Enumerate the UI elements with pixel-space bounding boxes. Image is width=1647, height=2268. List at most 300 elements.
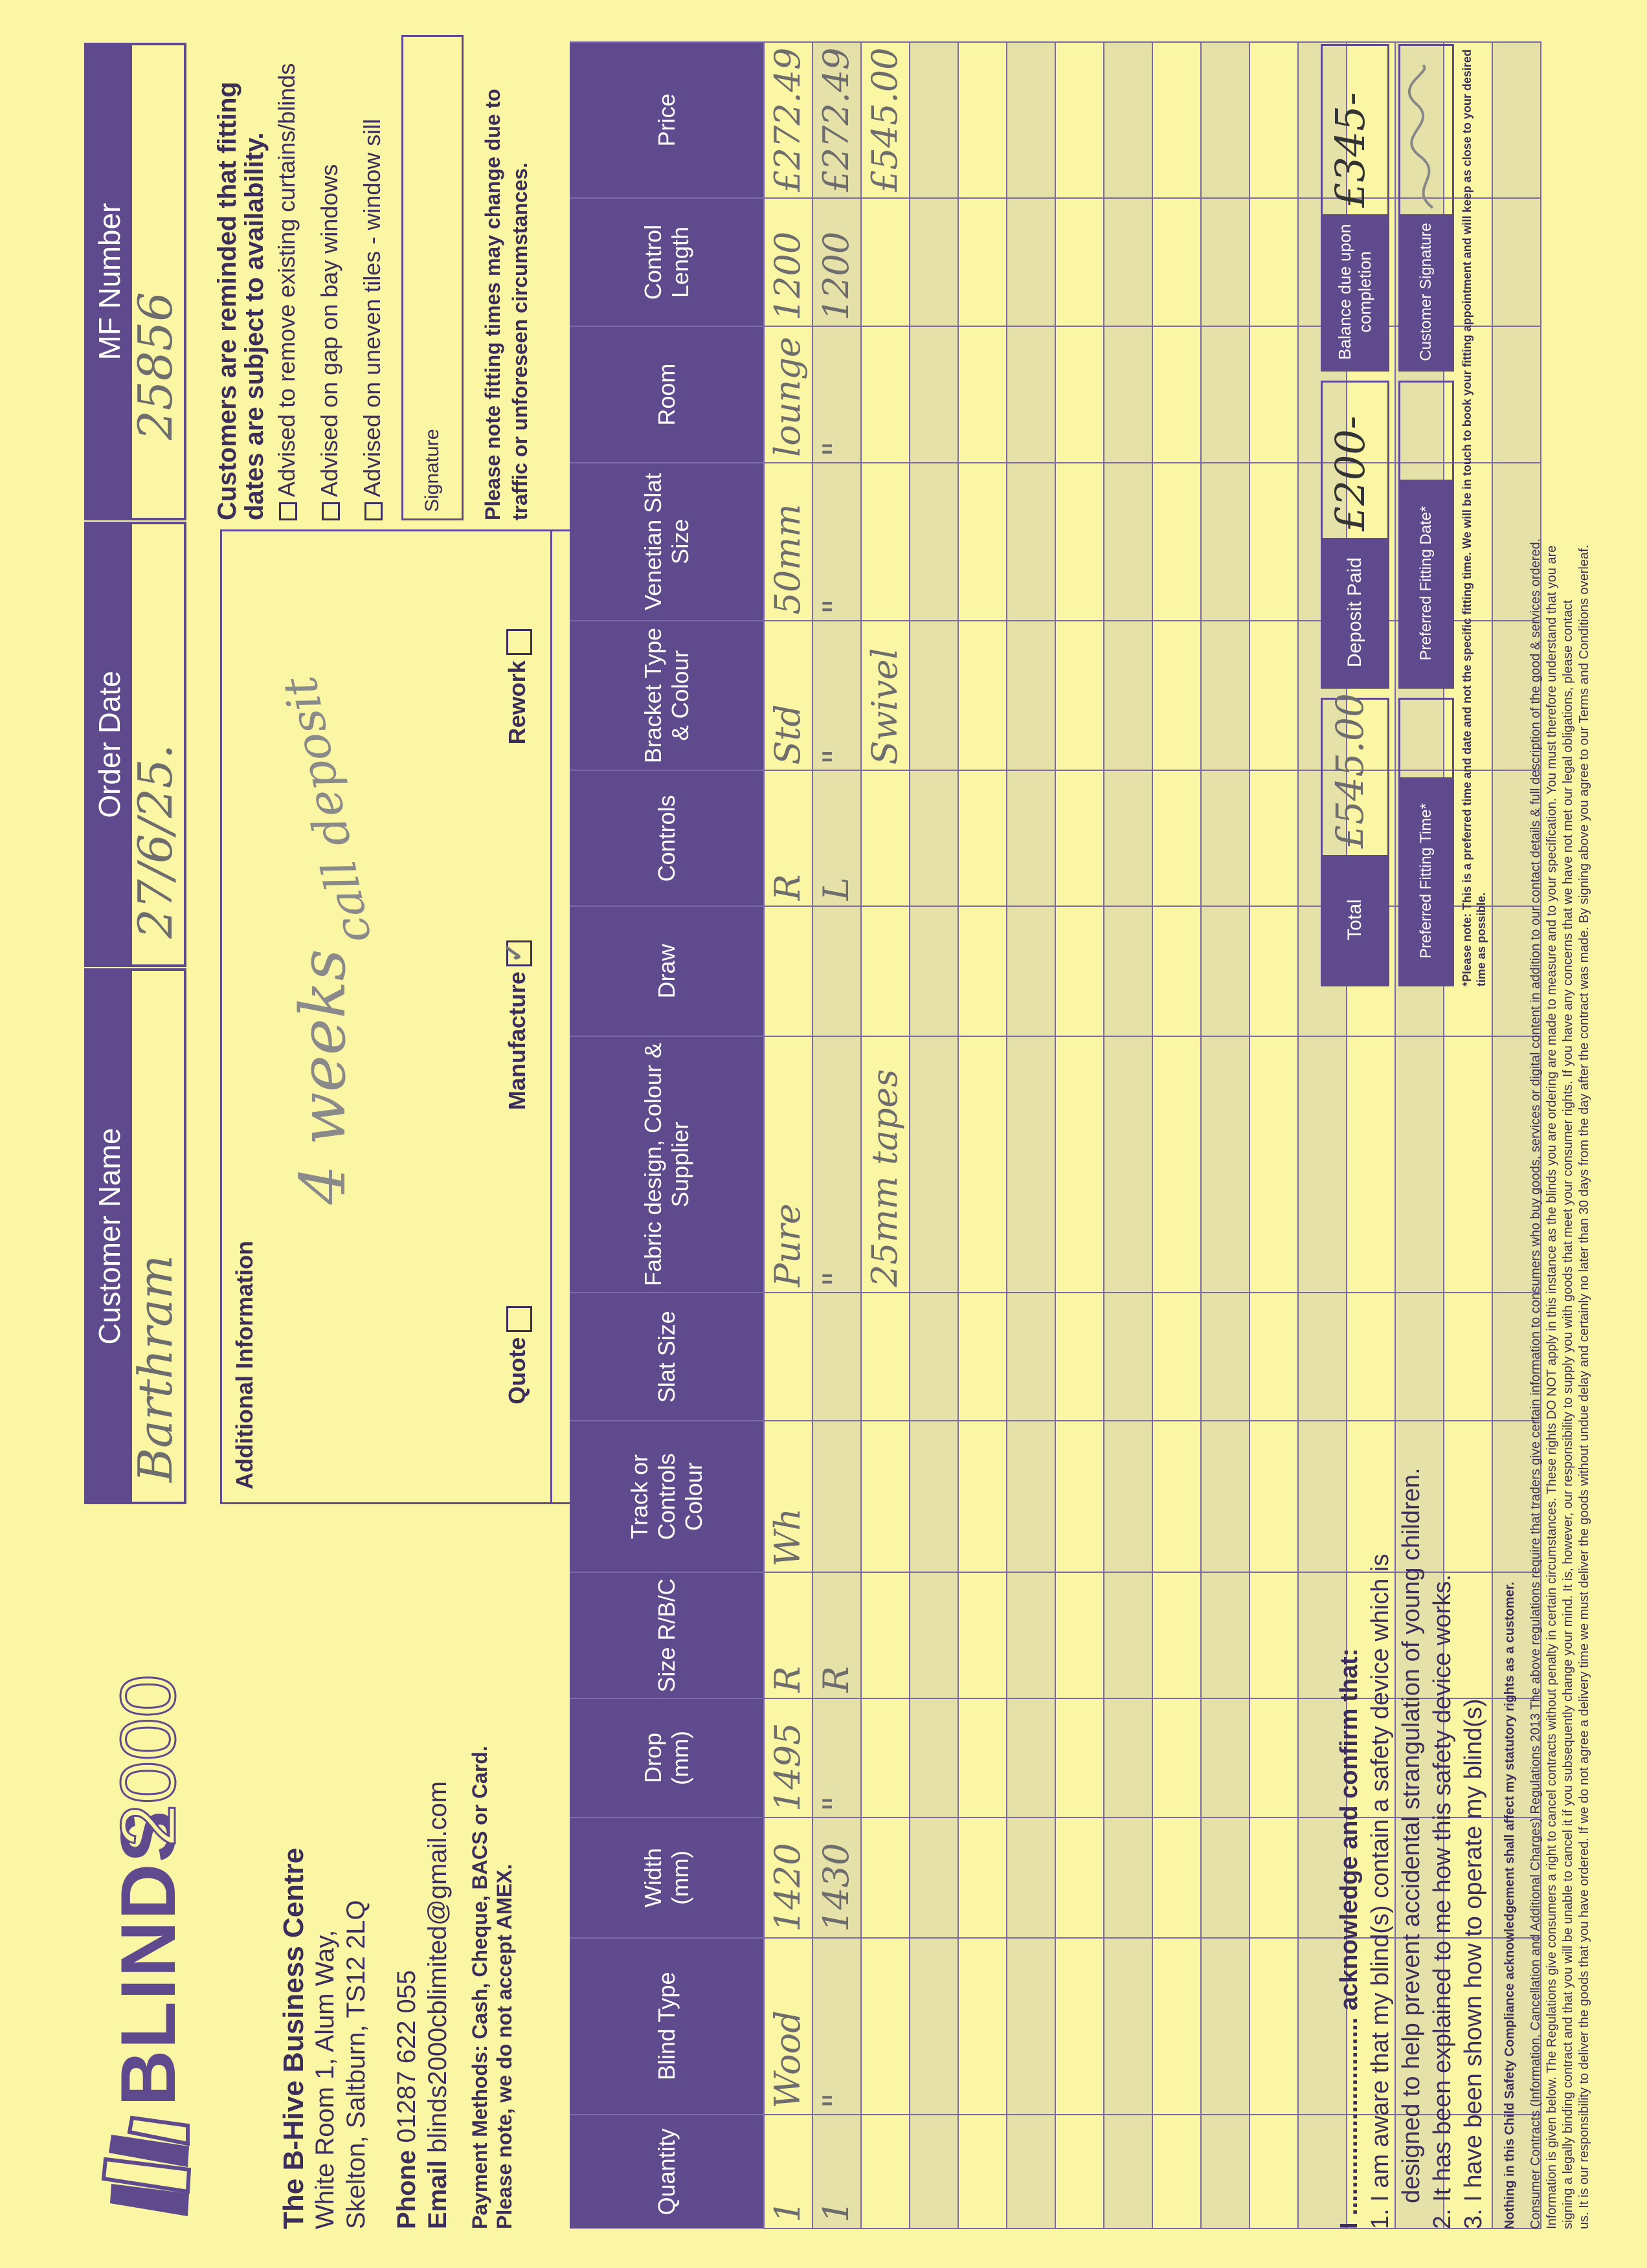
table-cell[interactable] [1055,463,1104,620]
customer-signature-label: Customer Signature [1400,214,1452,370]
table-cell[interactable] [1007,1818,1055,1938]
table-cell[interactable] [1249,42,1298,198]
table-cell[interactable] [764,1818,812,1938]
table-row [812,42,861,2229]
table-cell-value: R [816,1666,857,1693]
manufacture-checkbox[interactable] [499,940,532,966]
email-label: Email [423,2160,452,2229]
table-cell[interactable] [1055,1421,1104,1572]
customer-signature-box [1398,44,1454,372]
table-cell[interactable] [1055,1818,1104,1938]
table-cell[interactable] [861,2115,910,2229]
table-cell[interactable] [1152,1293,1201,1421]
table-cell[interactable] [1104,463,1152,620]
table-cell[interactable] [910,463,958,620]
table-cell[interactable] [861,1293,910,1421]
table-cell[interactable] [958,1421,1007,1572]
table-cell[interactable] [812,1036,861,1293]
manufacture-option[interactable] [499,940,532,1111]
table-cell-value: 50mm [767,504,808,615]
balance-label: Balance due upon completion [1323,214,1387,370]
table-cell[interactable] [1007,770,1055,906]
table-cell[interactable] [910,198,958,326]
table-cell[interactable] [1104,1293,1152,1421]
table-cell[interactable] [1201,906,1249,1036]
table-cell[interactable] [1104,198,1152,326]
table-cell[interactable] [1201,463,1249,620]
reminder-item-1[interactable]: Advised to remove existing curtains/blinds [273,35,300,520]
table-cell[interactable] [1104,326,1152,463]
reminder-checkbox-1[interactable] [279,502,297,520]
table-cell[interactable] [1104,906,1152,1036]
consumer-line-3: signing a legally binding contract and that you will be unable to cancel it if you subsequently change your mind. It is, however, our responsibility to supply you with goods that meet your consumer rights. If you have any concerns that we have not met our legal obligations, please contact [1561,599,1575,2229]
table-cell-value: R [767,874,808,901]
ack-line-1b: designed to help prevent accidental strangulation of young children. [1398,1467,1425,2203]
table-cell-value: Wh [767,1508,808,1567]
table-cell[interactable] [1201,42,1249,198]
table-row [1249,42,1298,2229]
table-cell[interactable] [1007,1293,1055,1421]
table-cell[interactable] [861,621,910,771]
table-cell-value: £272.49 [767,47,808,192]
table-cell[interactable] [910,906,958,1036]
fitting-reminder [214,35,533,520]
company-email-line [422,1517,453,2229]
table-cell[interactable] [1104,1818,1152,1938]
company-email: blinds2000cblimited@gmail.com [423,1781,452,2153]
table-cell[interactable] [812,326,861,463]
table-cell[interactable] [1007,2115,1055,2229]
table-cell[interactable] [1152,42,1201,198]
table-cell[interactable] [1152,1938,1201,2115]
table-cell[interactable] [1055,2115,1104,2229]
table-cell[interactable] [812,1818,861,1938]
pref-time-value[interactable] [1400,700,1452,777]
table-cell[interactable] [1055,1293,1104,1421]
column-header: Track or Controls Colour [570,1421,764,1572]
table-cell[interactable] [764,621,812,771]
table-cell[interactable] [1104,42,1152,198]
table-cell[interactable] [812,1572,861,1698]
table-cell[interactable] [1007,621,1055,771]
table-cell[interactable] [812,1698,861,1818]
table-cell[interactable] [1152,2115,1201,2229]
company-name: The B-Hive Business Centre [278,1847,309,2229]
table-cell[interactable] [1152,1421,1201,1572]
table-cell[interactable] [812,621,861,771]
table-cell[interactable] [958,1036,1007,1293]
reminder-title-2: dates are subject to availability. [240,132,269,520]
table-cell[interactable] [1007,42,1055,198]
table-row [910,42,958,2229]
table-cell[interactable] [1152,198,1201,326]
table-cell[interactable] [1249,770,1298,906]
table-cell-value: L [816,877,857,901]
table-cell[interactable] [1201,326,1249,463]
table-cell[interactable] [861,906,910,1036]
deposit-value[interactable]: £200- [1327,416,1374,531]
table-cell[interactable] [1249,1698,1298,1818]
table-cell[interactable] [910,770,958,906]
table-cell[interactable] [1104,1938,1152,2115]
table-cell[interactable] [958,906,1007,1036]
reminder-note-2: traffic or unforeseen circumstances. [508,162,532,520]
table-cell[interactable] [1201,1293,1249,1421]
order-date-label: Order Date [87,524,132,964]
table-cell[interactable] [1055,326,1104,463]
table-cell[interactable] [1249,1293,1298,1421]
brand-name-bold: BLINDS [105,1809,192,2106]
quote-option[interactable] [504,1306,532,1405]
table-cell[interactable] [958,1572,1007,1698]
table-cell-value: " [816,441,857,458]
mf-number-box [84,43,186,520]
table-cell[interactable] [764,2115,812,2229]
customer-name-value[interactable]: Barthram [128,1254,183,1482]
deposit-box [1321,381,1389,689]
table-row [861,42,910,2229]
ack-line-3: 3. I have been shown how to operate my blind(s) [1460,1698,1487,2229]
table-cell[interactable] [812,770,861,906]
table-cell[interactable] [1249,1818,1298,1938]
total-label: Total [1323,855,1387,984]
reminder-checkbox-2[interactable] [322,502,340,520]
reminder-item-3[interactable]: Advised on uneven tiles - window sill [359,35,386,520]
table-cell[interactable] [1201,1572,1249,1698]
reminder-signature-box[interactable] [401,35,464,520]
table-cell[interactable] [958,1293,1007,1421]
table-cell-value: Std [767,704,808,765]
table-cell-value: 1200 [816,231,857,321]
rework-checkbox[interactable] [506,629,532,655]
table-cell-value: R [767,1666,808,1693]
table-row [1055,42,1104,2229]
table-cell[interactable] [910,1938,958,2115]
table-cell[interactable] [910,1572,958,1698]
table-cell[interactable] [1201,1421,1249,1572]
table-cell[interactable] [1201,621,1249,771]
table-cell[interactable] [958,2115,1007,2229]
table-cell[interactable] [910,621,958,771]
table-cell[interactable] [1249,1572,1298,1698]
column-header: Draw [570,906,764,1036]
total-value-cell[interactable] [1323,693,1387,855]
reminder-note-1: Please note fitting times may change due to [481,89,504,520]
acknowledgement [1334,999,1489,2229]
table-cell[interactable] [764,198,812,326]
table-cell[interactable] [1249,463,1298,620]
table-cell[interactable] [1055,1938,1104,2115]
table-cell[interactable] [812,1938,861,2115]
table-cell[interactable] [1104,1036,1152,1293]
table-cell[interactable] [910,42,958,198]
table-cell[interactable] [812,1421,861,1572]
table-cell[interactable] [812,198,861,326]
column-header: Control Length [570,198,764,326]
table-cell-value: " [816,598,857,615]
total-value[interactable]: £545.00 [1328,693,1372,849]
table-row [1152,42,1201,2229]
table-cell[interactable] [1201,1818,1249,1938]
table-cell-value: 25mm tapes [864,1069,905,1287]
table-cell[interactable] [1007,1421,1055,1572]
consumer-line-2: Information is given below. The Regulations give consumers a right to cancel contracts without penalty in certain circumstances. These rights DO NOT apply in this instance as the blinds you are ordering are made to measure and to your specification. You must therefore understand that you are [1545,545,1559,2229]
table-cell[interactable] [1152,1698,1201,1818]
table-cell[interactable] [764,463,812,620]
table-cell[interactable] [1055,1698,1104,1818]
checkmark-icon: ✓ [499,941,528,964]
consumer-contracts [1528,41,1593,2229]
table-cell[interactable] [861,1818,910,1938]
balance-value[interactable]: £345- [1327,92,1374,208]
table-cell-value: 1 [816,2200,857,2223]
table-cell[interactable] [958,1698,1007,1818]
table-cell-value: " [816,2092,857,2109]
company-address-1: White Room 1, Alum Way, [311,1929,339,2229]
table-cell[interactable] [1152,770,1201,906]
fitting-footnote: *Please note: This is a preferred time and date and not the specific fitting time. We will be in touch to book your fitting appointment and will keep as close to your desired time as possible. [1461,49,1488,986]
column-header: Venetian Slat Size [570,463,764,620]
phone-label: Phone [392,2150,421,2229]
table-cell[interactable] [861,770,910,906]
table-cell[interactable] [1007,463,1055,620]
child-safety-note: Nothing in this Child Safety Compliance acknowledgement shall affect my statutory rights as a customer. [1503,1581,1517,2229]
table-cell[interactable] [1055,770,1104,906]
table-cell[interactable] [1249,2115,1298,2229]
table-cell[interactable] [861,326,910,463]
reminder-title-1: Customers are reminded that fitting [213,82,241,520]
balance-value-cell[interactable] [1323,46,1387,214]
company-address-2: Skelton, Saltburn, TS12 2LQ [342,1900,370,2229]
table-cell[interactable] [1249,1938,1298,2115]
table-cell[interactable] [1249,1421,1298,1572]
table-cell[interactable] [764,326,812,463]
table-cell[interactable] [958,42,1007,198]
table-cell[interactable] [861,1421,910,1572]
order-date-box [84,522,186,967]
table-cell[interactable] [1201,1036,1249,1293]
table-cell-value: " [816,1796,857,1812]
mf-number-value[interactable]: 25856 [128,291,183,440]
column-header: Controls [570,770,764,906]
additional-info-handwritten[interactable]: 4 weeks [287,949,359,1205]
table-cell-value: Swivel [864,648,905,765]
signature-scribble-icon [1400,59,1451,214]
table-cell[interactable] [1249,621,1298,771]
table-cell[interactable] [1249,198,1298,326]
total-box [1321,693,1389,986]
mf-number-label: MF Number [87,45,132,518]
column-header: Bracket Type & Colour [570,621,764,771]
table-cell[interactable] [1249,1036,1298,1293]
table-cell[interactable] [764,1293,812,1421]
table-cell[interactable] [764,770,812,906]
manufacture-label: Manufacture [504,972,531,1111]
table-cell[interactable] [1249,326,1298,463]
payment-line-1: Payment Methods: Cash, Cheque, BACS or Card. [468,1746,491,2229]
table-cell[interactable] [861,1572,910,1698]
table-row [958,42,1007,2229]
table-cell[interactable] [1201,198,1249,326]
table-cell[interactable] [1055,1036,1104,1293]
table-cell[interactable] [910,1421,958,1572]
table-cell[interactable] [764,1698,812,1818]
customer-signature-value[interactable] [1400,46,1452,214]
table-cell[interactable] [958,621,1007,771]
table-cell-value: lounge [767,337,808,458]
table-cell[interactable] [958,463,1007,620]
table-cell[interactable] [1055,198,1104,326]
company-phone-line [391,1517,422,2229]
rework-label: Rework [504,660,531,745]
table-cell[interactable] [1152,326,1201,463]
table-cell[interactable] [958,1818,1007,1938]
table-cell[interactable] [910,1036,958,1293]
table-cell[interactable] [812,42,861,198]
table-cell[interactable] [958,1938,1007,2115]
table-cell-value: £545.00 [864,47,905,192]
table-cell[interactable] [1055,1572,1104,1698]
additional-info-label: Additional Information [231,1241,258,1489]
column-header: Blind Type [570,1938,764,2115]
pref-date-value[interactable] [1400,383,1452,480]
brand-name-light: 2000 [105,1674,192,1847]
order-type-row [486,529,552,1504]
blinds-fan-icon [84,2113,194,2229]
table-cell[interactable] [910,1698,958,1818]
table-cell[interactable] [1152,1036,1201,1293]
table-cell[interactable] [861,1698,910,1818]
table-cell-value: Pure [767,1203,808,1287]
table-cell[interactable] [1104,2115,1152,2229]
payment-line-2: Please note, we do not accept AMEX. [493,1863,516,2229]
table-cell[interactable] [1201,2115,1249,2229]
table-cell[interactable] [1007,1572,1055,1698]
table-cell[interactable] [764,1572,812,1698]
table-cell[interactable] [1249,906,1298,1036]
table-cell[interactable] [1007,1698,1055,1818]
column-header: Width (mm) [570,1818,764,1938]
column-header: Slat Size [570,1293,764,1421]
table-cell[interactable] [958,326,1007,463]
table-cell[interactable] [861,1036,910,1293]
table-cell[interactable] [1201,1938,1249,2115]
pref-time-box [1398,698,1454,986]
column-header: Drop (mm) [570,1698,764,1818]
table-cell[interactable] [861,198,910,326]
reminder-item-2[interactable]: Advised on gap on bay windows [316,35,343,520]
table-cell[interactable] [1104,770,1152,906]
table-cell[interactable] [1104,621,1152,771]
table-cell[interactable] [861,463,910,620]
column-header: Quantity [570,2115,764,2229]
table-cell[interactable] [958,770,1007,906]
company-info [278,1517,517,2229]
additional-info-handwritten-2[interactable]: call deposit [272,671,382,949]
customer-name-box [84,968,186,1504]
column-header: Room [570,326,764,463]
table-cell[interactable] [1152,1572,1201,1698]
table-cell[interactable] [1007,326,1055,463]
table-cell[interactable] [861,42,910,198]
ack-line-1a: 1. I am aware that my blind(s) contain a safety device which is [1367,1553,1394,2229]
consumer-line-4: us. It is our responsibility to deliver the goods that you have ordered. If we do not agree a delivery time we must deliver the goods without undue delay and certainly no later than 30 days from the day after the contract was made. By signing above you agree to our Terms and Conditions overleaf. [1577,544,1591,2229]
table-cell[interactable] [1007,1938,1055,2115]
table-cell[interactable] [910,326,958,463]
quote-label: Quote [504,1337,531,1405]
table-cell[interactable] [812,1293,861,1421]
table-cell[interactable] [1152,906,1201,1036]
table-cell[interactable] [1104,1421,1152,1572]
table-cell-value: 1430 [816,1843,857,1932]
table-cell[interactable] [812,463,861,620]
table-cell[interactable] [764,1421,812,1572]
brand-logo [78,1673,207,2229]
table-cell[interactable] [1201,770,1249,906]
table-cell[interactable] [764,1036,812,1293]
table-cell-value: 1 [767,2200,808,2223]
table-cell[interactable] [1152,463,1201,620]
table-cell[interactable] [764,1938,812,2115]
deposit-label: Deposit Paid [1323,538,1387,687]
table-cell[interactable] [1055,621,1104,771]
table-cell[interactable] [812,2115,861,2229]
consumer-line-1: Consumer Contracts (Information, Cancellation and Additional Charges) Regulations 2013 The above regulations require that traders give certain information to consumers who buy goods, services or digital content in addition to our contact details & full description of the good & services ordered. [1529,538,1543,2229]
deposit-value-cell[interactable] [1323,383,1387,538]
table-cell-value: " [816,748,857,765]
customer-name-label: Customer Name [87,971,132,1502]
payment-methods [467,1517,517,2229]
table-cell[interactable] [764,42,812,198]
table-cell[interactable] [910,2115,958,2229]
ack-line-2: 2. It has been explained to me how this safety device works. [1429,1574,1456,2229]
table-cell[interactable] [1152,621,1201,771]
reminder-checkbox-3[interactable] [364,502,383,520]
rework-option[interactable] [504,629,532,744]
quote-checkbox[interactable] [506,1306,532,1332]
reminder-signature-label: Signature [421,428,443,512]
order-date-value[interactable]: 27/6/25. [128,744,183,939]
pref-time-label: Preferred Fitting Time* [1400,777,1452,984]
table-cell[interactable] [1055,906,1104,1036]
balance-box [1321,44,1389,372]
table-cell[interactable] [1055,42,1104,198]
column-header: Fabric design, Colour & Supplier [570,1036,764,1293]
table-cell[interactable] [861,1938,910,2115]
table-row [764,42,812,2229]
table-cell[interactable] [1007,906,1055,1036]
table-row [1007,42,1055,2229]
table-cell[interactable] [1201,1698,1249,1818]
column-header: Size R/B/C [570,1572,764,1698]
company-phone: 01287 622 055 [392,1970,421,2143]
table-cell[interactable] [1152,1818,1201,1938]
table-cell[interactable] [812,906,861,1036]
table-cell-value: " [816,1271,857,1287]
table-cell-value: 1200 [767,231,808,321]
table-cell-value: £272.49 [816,47,857,192]
table-row [1201,42,1249,2229]
table-cell[interactable] [910,1818,958,1938]
table-cell[interactable] [910,1293,958,1421]
table-cell[interactable] [1007,1036,1055,1293]
table-cell[interactable] [1007,198,1055,326]
table-cell[interactable] [958,198,1007,326]
table-cell[interactable] [1104,1698,1152,1818]
table-cell-value: 1420 [767,1843,808,1932]
table-cell[interactable] [1104,1572,1152,1698]
table-cell[interactable] [764,906,812,1036]
